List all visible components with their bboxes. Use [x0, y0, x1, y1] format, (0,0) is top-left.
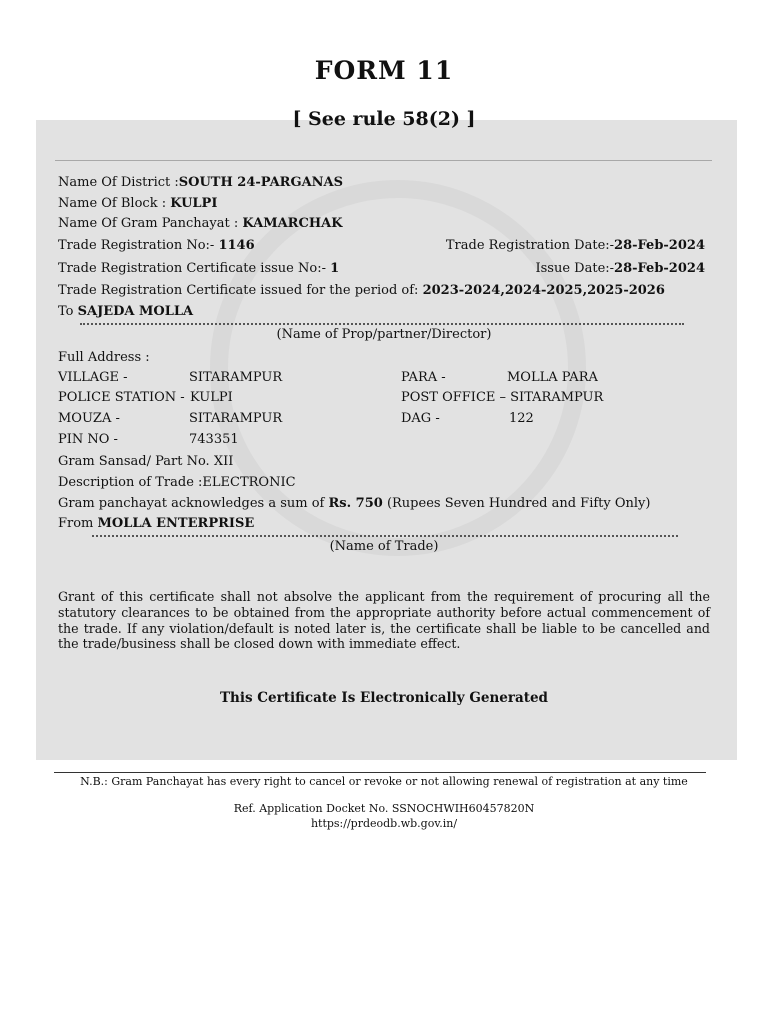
electronic-notice: This Certificate Is Electronically Generated	[220, 690, 548, 706]
address-label: Full Address :	[58, 350, 150, 365]
period-value: 2023-2024,2024-2025,2025-2026	[422, 283, 665, 298]
block-label: Name Of Block :	[58, 196, 171, 211]
docket-ref: Ref. Application Docket No. SSNOCHWIH60457820N	[233, 802, 535, 815]
police-station-value: KULPI	[190, 390, 233, 405]
trade-caption: (Name of Trade)	[329, 539, 439, 554]
village-value: SITARAMPUR	[189, 370, 283, 385]
para-value: MOLLA PARA	[507, 370, 598, 385]
footer-divider	[54, 772, 706, 773]
district-value: SOUTH 24-PARGANAS	[178, 175, 344, 190]
issue-date-value: 28-Feb-2024	[614, 261, 705, 276]
mouza-label: MOUZA -	[58, 411, 120, 426]
issue-date-label: Issue Date:-	[535, 261, 615, 276]
pin-value: 743351	[189, 432, 239, 447]
trade-description: Description of Trade :ELECTRONIC	[58, 475, 296, 490]
reg-date-value: 28-Feb-2024	[614, 238, 705, 253]
gram-panchayat-line	[58, 216, 343, 231]
district-label: Name Of District :	[58, 175, 179, 190]
pin-label: PIN NO -	[58, 432, 118, 447]
rule-reference: [ See rule 58(2) ]	[292, 108, 476, 130]
issue-date-line	[536, 261, 706, 276]
ack-words: (Rupees Seven Hundred and Fifty Only)	[382, 496, 651, 511]
reg-no-label: Trade Registration No:-	[58, 238, 219, 253]
village-label: VILLAGE -	[58, 370, 128, 385]
para-label: PARA -	[401, 370, 446, 385]
cert-issue-line	[58, 261, 339, 276]
prop-caption: (Name of Prop/partner/Director)	[276, 327, 492, 342]
grant-paragraph: Grant of this certificate shall not absolve the applicant from the requirement of procuring all the statutory clearances to be obtained from the appropriate authority before actual commencement of the trade. If any violation/default is noted later is, the certificate shall be liable to be cancelled and the trade/business shall be closed down with immediate effect.	[58, 589, 710, 652]
post-office-line: POST OFFICE – SITARAMPUR	[401, 390, 604, 405]
block-line	[58, 196, 217, 211]
from-value: MOLLA ENTERPRISE	[97, 516, 255, 531]
trade-dotted-line	[92, 535, 678, 537]
gp-label: Name Of Gram Panchayat :	[58, 216, 243, 231]
reg-no-value: 1146	[218, 238, 255, 253]
reg-date-label: Trade Registration Date:-	[445, 238, 615, 253]
gp-value: KAMARCHAK	[242, 216, 343, 231]
dag-value: 122	[509, 411, 534, 426]
from-label: From	[58, 516, 98, 531]
cert-issue-label: Trade Registration Certificate issue No:-	[58, 261, 331, 276]
ack-amount: Rs. 750	[328, 496, 383, 511]
block-value: KULPI	[170, 196, 218, 211]
police-station-label: POLICE STATION -	[58, 390, 185, 405]
district-line	[58, 175, 343, 190]
portal-url[interactable]: https://prdeodb.wb.gov.in/	[310, 817, 458, 830]
to-value: SAJEDA MOLLA	[77, 304, 194, 319]
to-line	[58, 304, 193, 319]
to-label: To	[58, 304, 78, 319]
reg-date-line	[446, 238, 705, 253]
gram-sansad: Gram Sansad/ Part No. XII	[58, 454, 234, 469]
acknowledgement-line	[58, 496, 650, 511]
reg-no-line	[58, 238, 255, 253]
mouza-value: SITARAMPUR	[189, 411, 283, 426]
prop-dotted-line	[80, 323, 684, 325]
dag-label: DAG -	[401, 411, 440, 426]
ack-label: Gram panchayat acknowledges a sum of	[58, 496, 329, 511]
form-title: FORM 11	[314, 56, 454, 85]
cert-issue-value: 1	[330, 261, 340, 276]
top-divider	[55, 160, 712, 161]
period-line	[58, 283, 665, 298]
nb-note: N.B.: Gram Panchayat has every right to cancel or revoke or not allowing renewal of registration at any time	[80, 775, 688, 788]
from-line	[58, 516, 254, 531]
period-label: Trade Registration Certificate issued for the period of:	[58, 283, 423, 298]
